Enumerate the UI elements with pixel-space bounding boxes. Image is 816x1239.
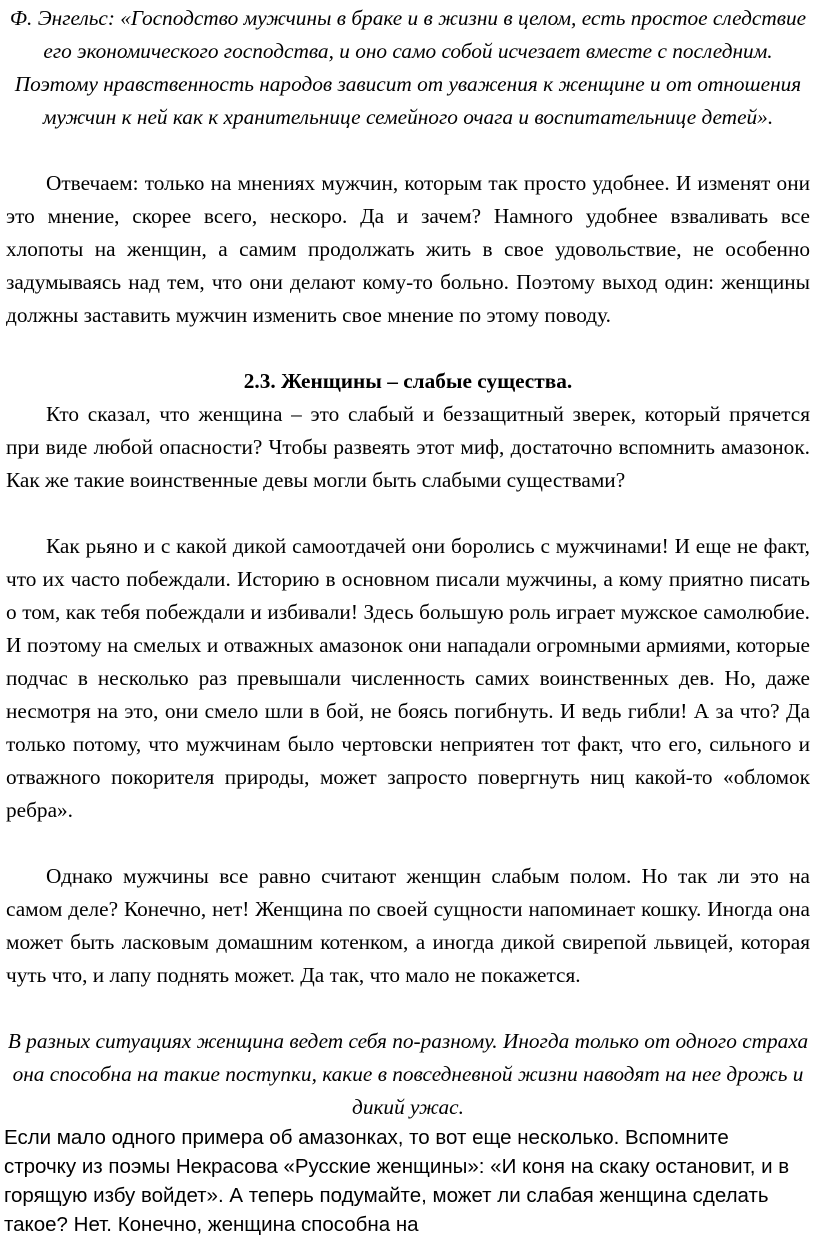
section-heading: 2.3. Женщины – слабые существа. xyxy=(243,369,573,393)
paragraph-battle: Как рьяно и с какой дикой самоотдачей они боролись с мужчинами! И еще не факт, что их часто побеждали. Историю в основном писали мужчины, а кому приятно писать о том, как тебя побеждали и избивали! Здесь большую роль играет мужское самолюбие. И поэтому на смелых и отважных амазонок они нападали огромными армиями, которые подчас в несколько раз превышали численность самих воинственных дев. Но, даже несмотря на это, они смело шли в бой, не боясь погибнуть. И ведь гибли! А за что? Да только потому, что мужчинам было чертовски неприятен тот факт, что его, сильного и отважного покорителя природы, может запросто повергнуть ниц какой-то «обломок ребра». xyxy=(6,534,810,822)
epigraph-quote: Ф. Энгельс: «Господство мужчины в браке и в жизни в целом, есть простое следствие его экономического господства, и оно само собой исчезает вместе с последним. Поэтому нравственность народов зависит от уважения к женщине и от отношения мужчин к ней как к хранительнице семейного очага и воспитательнице детей». xyxy=(9,6,807,129)
paragraph-reply: Отвечаем: только на мнениях мужчин, которым так просто удобнее. И изменят они это мнение, скорее всего, нескоро. Да и зачем? Намного удобнее взваливать все хлопоты на женщин, а самим продолжать жить в свое удовольствие, не особенно задумываясь над тем, что они делают кому-то больно. Поэтому выход один: женщины должны заставить мужчин изменить свое мнение по этому поводу. xyxy=(6,171,810,327)
paragraph-amazons: Кто сказал, что женщина – это слабый и беззащитный зверек, который прячется при виде любой опасности? Чтобы развеять этот миф, достаточно вспомнить амазонок. Как же такие воинственные девы могли быть слабыми существами? xyxy=(6,402,810,492)
paragraph-nekrasov: Если мало одного примера об амазонках, то вот еще несколько. Вспомните строчку из поэмы Некрасова «Русские женщины»: «И коня на скаку остановит, и в горящую избу войдет». А теперь подумайте, может ли слабая женщина сделать такое? Нет. Конечно, женщина способна на xyxy=(4,1126,790,1236)
paragraph-cat: Однако мужчины все равно считают женщин слабым полом. Но так ли это на самом деле? Конечно, нет! Женщина по своей сущности напоминает кошку. Иногда она может быть ласковым домашним котенком, а иногда дикой свирепой львицей, которая чуть что, и лапу поднять может. Да так, что мало не покажется. xyxy=(6,864,810,987)
italic-statement: В разных ситуациях женщина ведет себя по-разному. Иногда только от одного страха она способна на такие поступки, какие в повседневной жизни наводят на нее дрожь и дикий ужас. xyxy=(7,1029,809,1119)
